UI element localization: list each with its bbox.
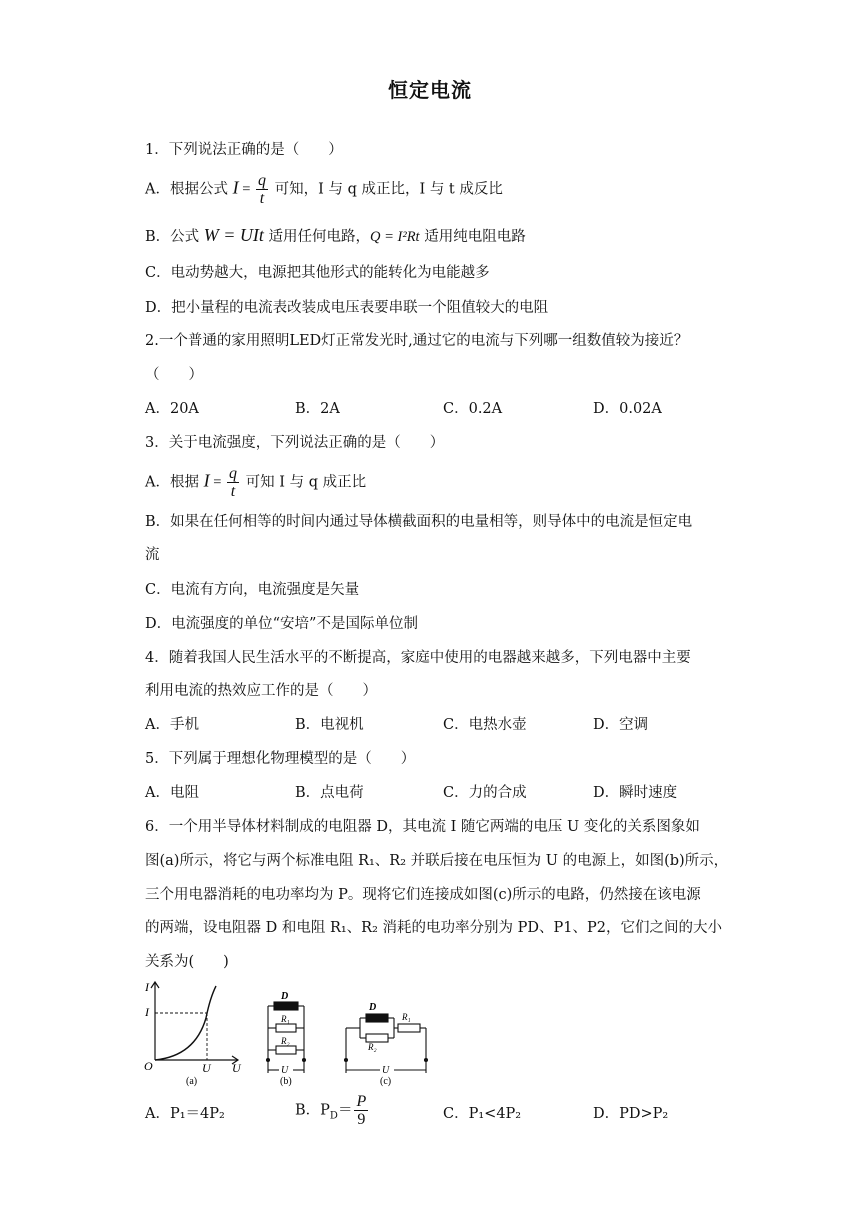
q1-option-b [145,226,526,246]
formula-q-i2rt: Q = I²Rt [370,229,420,245]
q6-stem-line1: 6．一个用半导体材料制成的电阻器 D，其电流 I 随它两端的电压 U 变化的关系图象如 [145,819,700,835]
q6-b-prefix: B．P [295,1102,330,1119]
fraction-p-over-9 [354,1093,368,1128]
fig-b-label-U: U [281,1065,289,1076]
q4-option-b: B．电视机 [295,717,364,733]
q4-stem-line1: 4．随着我国人民生活水平的不断提高，家庭中使用的电器越来越多，下列电器中主要 [145,650,691,666]
fraction-numerator: P [356,1093,367,1110]
q1-b-mid: 适用任何电路， [263,229,371,245]
q2-option-a: A．20A [145,401,199,417]
q2-option-c: C．0.2A [443,401,503,417]
q4-option-a: A．手机 [145,717,199,733]
q5-option-a: A．电阻 [145,785,199,801]
fig-caption-a: (a) [186,1076,198,1087]
fig-axis-U: U [232,1061,241,1075]
q1-b-suffix: 适用纯电阻电路 [419,229,526,245]
fraction-numerator: q [229,465,238,482]
q1-a-prefix: A．根据公式 [145,181,233,198]
fig-c-label-U: U [382,1065,390,1076]
q4-option-c: C．电热水壶 [443,717,527,733]
fraction-denominator: t [259,190,265,207]
fig-origin-O: O [144,1059,153,1073]
q3-stem: 3．关于电流强度，下列说法正确的是（ ） [145,435,445,451]
fig-c-label-D: D [369,1002,377,1013]
fig-b-label-D: D [281,991,289,1002]
fig-tick-I: I [145,1005,149,1019]
q3-option-b-line1: B．如果在任何相等的时间内通过导体横截面积的电量相等，则导体中的电流是恒定电 [145,514,693,530]
q2-option-b: B．2A [295,401,340,417]
q1-a-suffix: 可知，I 与 q 成正比，I 与 t 成反比 [270,181,503,198]
fig-b-label-R1: R₁ [281,1014,290,1024]
q6-figure [140,978,440,1093]
figure-a-iu-graph [151,982,238,1064]
q6-stem-line3: 三个用电器消耗的电功率均为 P。现将它们连接成如图(c)所示的电路，仍然接在该电源 [145,887,701,903]
fraction-denominator: t [230,483,236,500]
fraction-q-over-t [227,465,239,500]
fig-tick-U: U [202,1061,211,1075]
fig-c-label-R1: R₁ [402,1012,411,1022]
q6-b-eq: ＝ [337,1102,353,1119]
fig-caption-c: (c) [380,1076,392,1087]
fraction-denominator: 9 [357,1111,366,1128]
q1-option-c: C．电动势越大，电源把其他形式的能转化为电能越多 [145,265,490,281]
q6-b-subscript: D [329,1110,338,1122]
fraction-numerator: q [258,172,267,189]
q6-option-d: D．PD>P₂ [593,1106,669,1122]
q4-option-d: D．空调 [593,717,649,733]
q6-stem-line2: 图(a)所示，将它与两个标准电阻 R₁、R₂ 并联后接在电压恒为 U 的电源上，如图(b)所示， [145,853,729,869]
q6-option-c: C．P₁<4P₂ [443,1106,522,1122]
q5-option-b: B．点电荷 [295,785,364,801]
q2-stem-paren: （ ） [145,367,203,383]
formula-eq: = [209,474,226,491]
q3-option-a [145,465,366,500]
q1-option-a [145,172,503,207]
fig-caption-b: (b) [280,1076,292,1087]
q5-stem: 5．下列属于理想化物理模型的是（ ） [145,751,416,767]
q6-stem-line5: 关系为( ) [145,954,229,970]
q3-a-suffix: 可知 I 与 q 成正比 [241,474,367,491]
q6-option-b [295,1093,370,1128]
fig-axis-I: I [145,980,149,994]
q1-stem: 1．下列说法正确的是（ ） [145,142,343,158]
formula-w-uit: W = UIt [203,225,264,245]
q5-option-d: D．瞬时速度 [593,785,678,801]
q3-option-b-line2: 流 [145,547,160,563]
q3-a-prefix: A．根据 [145,474,204,491]
formula-I: I [232,177,239,198]
q4-stem-line2: 利用电流的热效应工作的是（ ） [145,683,377,699]
q3-option-d: D．电流强度的单位“安培”不是国际单位制 [145,616,418,632]
fig-c-label-R2: R₂ [368,1042,377,1052]
q6-stem-line4: 的两端，设电阻器 D 和电阻 R₁、R₂ 消耗的电功率分别为 PD、P1、P2，它们之间的大小 [145,920,722,936]
q1-b-prefix: B．公式 [145,229,204,245]
q5-option-c: C．力的合成 [443,785,527,801]
fraction-q-over-t [256,172,268,207]
q6-option-a: A．P₁＝4P₂ [145,1106,225,1122]
q3-option-c: C．电流有方向，电流强度是矢量 [145,582,360,598]
fig-b-label-R2: R₂ [281,1036,290,1046]
q1-option-d: D．把小量程的电流表改装成电压表要串联一个阻值较大的电阻 [145,300,549,316]
formula-eq: = [238,181,255,198]
q2-stem: 2.一个普通的家用照明LED灯正常发光时,通过它的电流与下列哪一组数值较为接近？ [145,333,689,349]
q2-option-d: D．0.02A [593,401,662,417]
page-title: 恒定电流 [388,78,472,102]
formula-I: I [203,470,210,491]
